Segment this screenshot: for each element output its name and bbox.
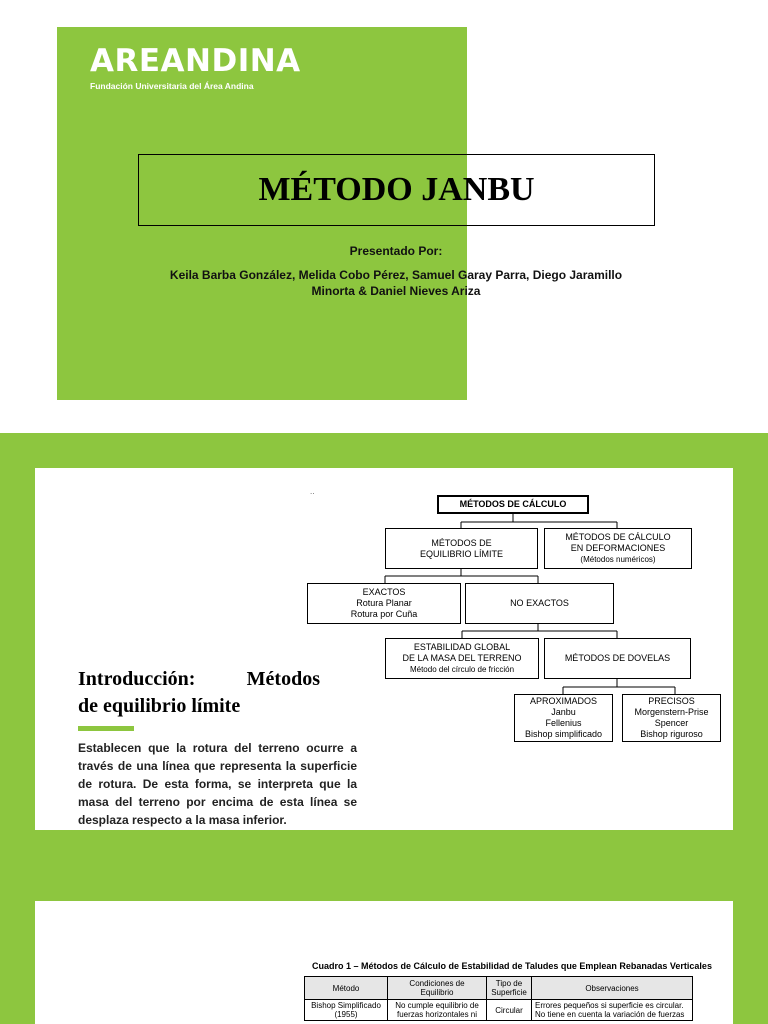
diagram-global-line-1: ESTABILIDAD GLOBAL — [413, 642, 511, 652]
cell-observaciones — [532, 1000, 693, 1021]
header-condiciones — [388, 977, 487, 1000]
diagram-exactos-line-2: Rotura Planar — [356, 598, 412, 608]
header-tipo — [487, 977, 532, 1000]
diagram-deform-line-2: EN DEFORMACIONES — [570, 543, 666, 553]
header-metodo: Método — [305, 977, 388, 1000]
diagram-precisos-line-3: Spencer — [654, 718, 689, 728]
cell-obs-line-2: No tiene en cuenta la variación de fuerzas — [535, 1010, 685, 1019]
diagram-dovelas-label: MÉTODOS DE DOVELAS — [564, 653, 671, 663]
cell-metodo — [305, 1000, 388, 1021]
diagram-root-label: MÉTODOS DE CÁLCULO — [459, 499, 567, 509]
diagram-deformaciones-box — [544, 528, 692, 569]
diagram-global-line-3: Método del círculo de fricción — [409, 665, 515, 674]
diagram-deform-line-3: (Métodos numéricos) — [580, 555, 656, 564]
presented-by-label: Presentado Por: — [349, 244, 443, 258]
methods-table — [304, 976, 693, 1021]
stray-mark: .. — [310, 487, 315, 496]
cell-metodo-line-1: Bishop Simplificado — [311, 1001, 381, 1010]
cell-metodo-line-2: (1955) — [334, 1010, 358, 1019]
diagram-deform-line-1: MÉTODOS DE CÁLCULO — [565, 532, 671, 542]
header-tipo-line-2: Superficie — [491, 988, 527, 997]
diagram-exactos-line-3: Rotura por Cuña — [350, 609, 418, 619]
header-observaciones: Observaciones — [532, 977, 693, 1000]
intro-body-text: Establecen que la rotura del terreno ocurre a través de una línea que representa la superficie de rotura. De esta forma, se interpreta que la masa del terreno por encima de esta línea se desplaza respecto a la masa inferior. — [78, 741, 357, 827]
diagram-exactos-line-1: EXACTOS — [362, 587, 406, 597]
diagram-no-exactos-label: NO EXACTOS — [510, 598, 569, 608]
diagram-equilibrio-line-1: MÉTODOS DE — [431, 537, 492, 548]
diagram-equilibrio-box — [385, 528, 538, 569]
table-header-row — [305, 977, 693, 1000]
header-condiciones-line-1: Condiciones de — [409, 979, 465, 988]
diagram-aprox-line-1: APROXIMADOS — [529, 696, 597, 706]
intro-heading — [78, 666, 320, 720]
table-row — [305, 1000, 693, 1021]
table-caption: Cuadro 1 – Métodos de Cálculo de Estabilidad de Taludes que Emplean Rebanadas Verticales — [312, 961, 712, 971]
authors-line-1: Keila Barba González, Melida Cobo Pérez, Samuel Garay Parra, Diego Jaramillo — [169, 268, 623, 282]
diagram-no-exactos-box — [465, 583, 614, 624]
diagram-aproximados-box — [514, 694, 613, 742]
diagram-aprox-line-3: Fellenius — [545, 718, 582, 728]
diagram-root-box — [437, 495, 589, 514]
diagram-precisos-line-1: PRECISOS — [648, 696, 695, 706]
logo-wordmark: AREANDINA — [90, 43, 301, 79]
cell-condiciones-line-2: fuerzas horizontales ni — [396, 1010, 478, 1019]
cell-condiciones-line-1: No cumple equilibrio de — [395, 1001, 479, 1010]
cell-tipo: Circular — [487, 1000, 532, 1021]
diagram-equilibrio-line-2: EQUILIBRIO LÍMITE — [419, 548, 504, 559]
diagram-precisos-box — [622, 694, 721, 742]
diagram-precisos-line-2: Morgenstern-Prise — [634, 707, 709, 717]
diagram-precisos-line-4: Bishop riguroso — [640, 729, 703, 739]
diagram-exactos-box — [307, 583, 461, 624]
diagram-aprox-line-4: Bishop simplificado — [524, 729, 603, 739]
intro-heading-word-2: Métodos — [246, 668, 320, 690]
authors-line-2: Minorta & Daniel Nieves Ariza — [311, 284, 481, 298]
diagram-global-line-2: DE LA MASA DEL TERRENO — [402, 653, 522, 663]
logo-subtitle: Fundación Universitaria del Área Andina — [90, 81, 254, 91]
header-tipo-line-1: Tipo de — [495, 979, 523, 988]
header-condiciones-line-2: Equilibrio — [420, 988, 454, 997]
slide-title: MÉTODO JANBU — [258, 171, 535, 208]
diagram-estabilidad-global-box — [385, 638, 539, 679]
diagram-aprox-line-2: Janbu — [551, 707, 576, 717]
intro-heading-line-2: de equilibrio límite — [78, 695, 241, 717]
diagram-dovelas-box — [544, 638, 691, 679]
cell-condiciones — [388, 1000, 487, 1021]
intro-heading-word-1: Introducción: — [78, 668, 196, 690]
cell-obs-line-1: Errores pequeños si superficie es circular. — [535, 1001, 684, 1010]
accent-bar — [78, 726, 134, 731]
